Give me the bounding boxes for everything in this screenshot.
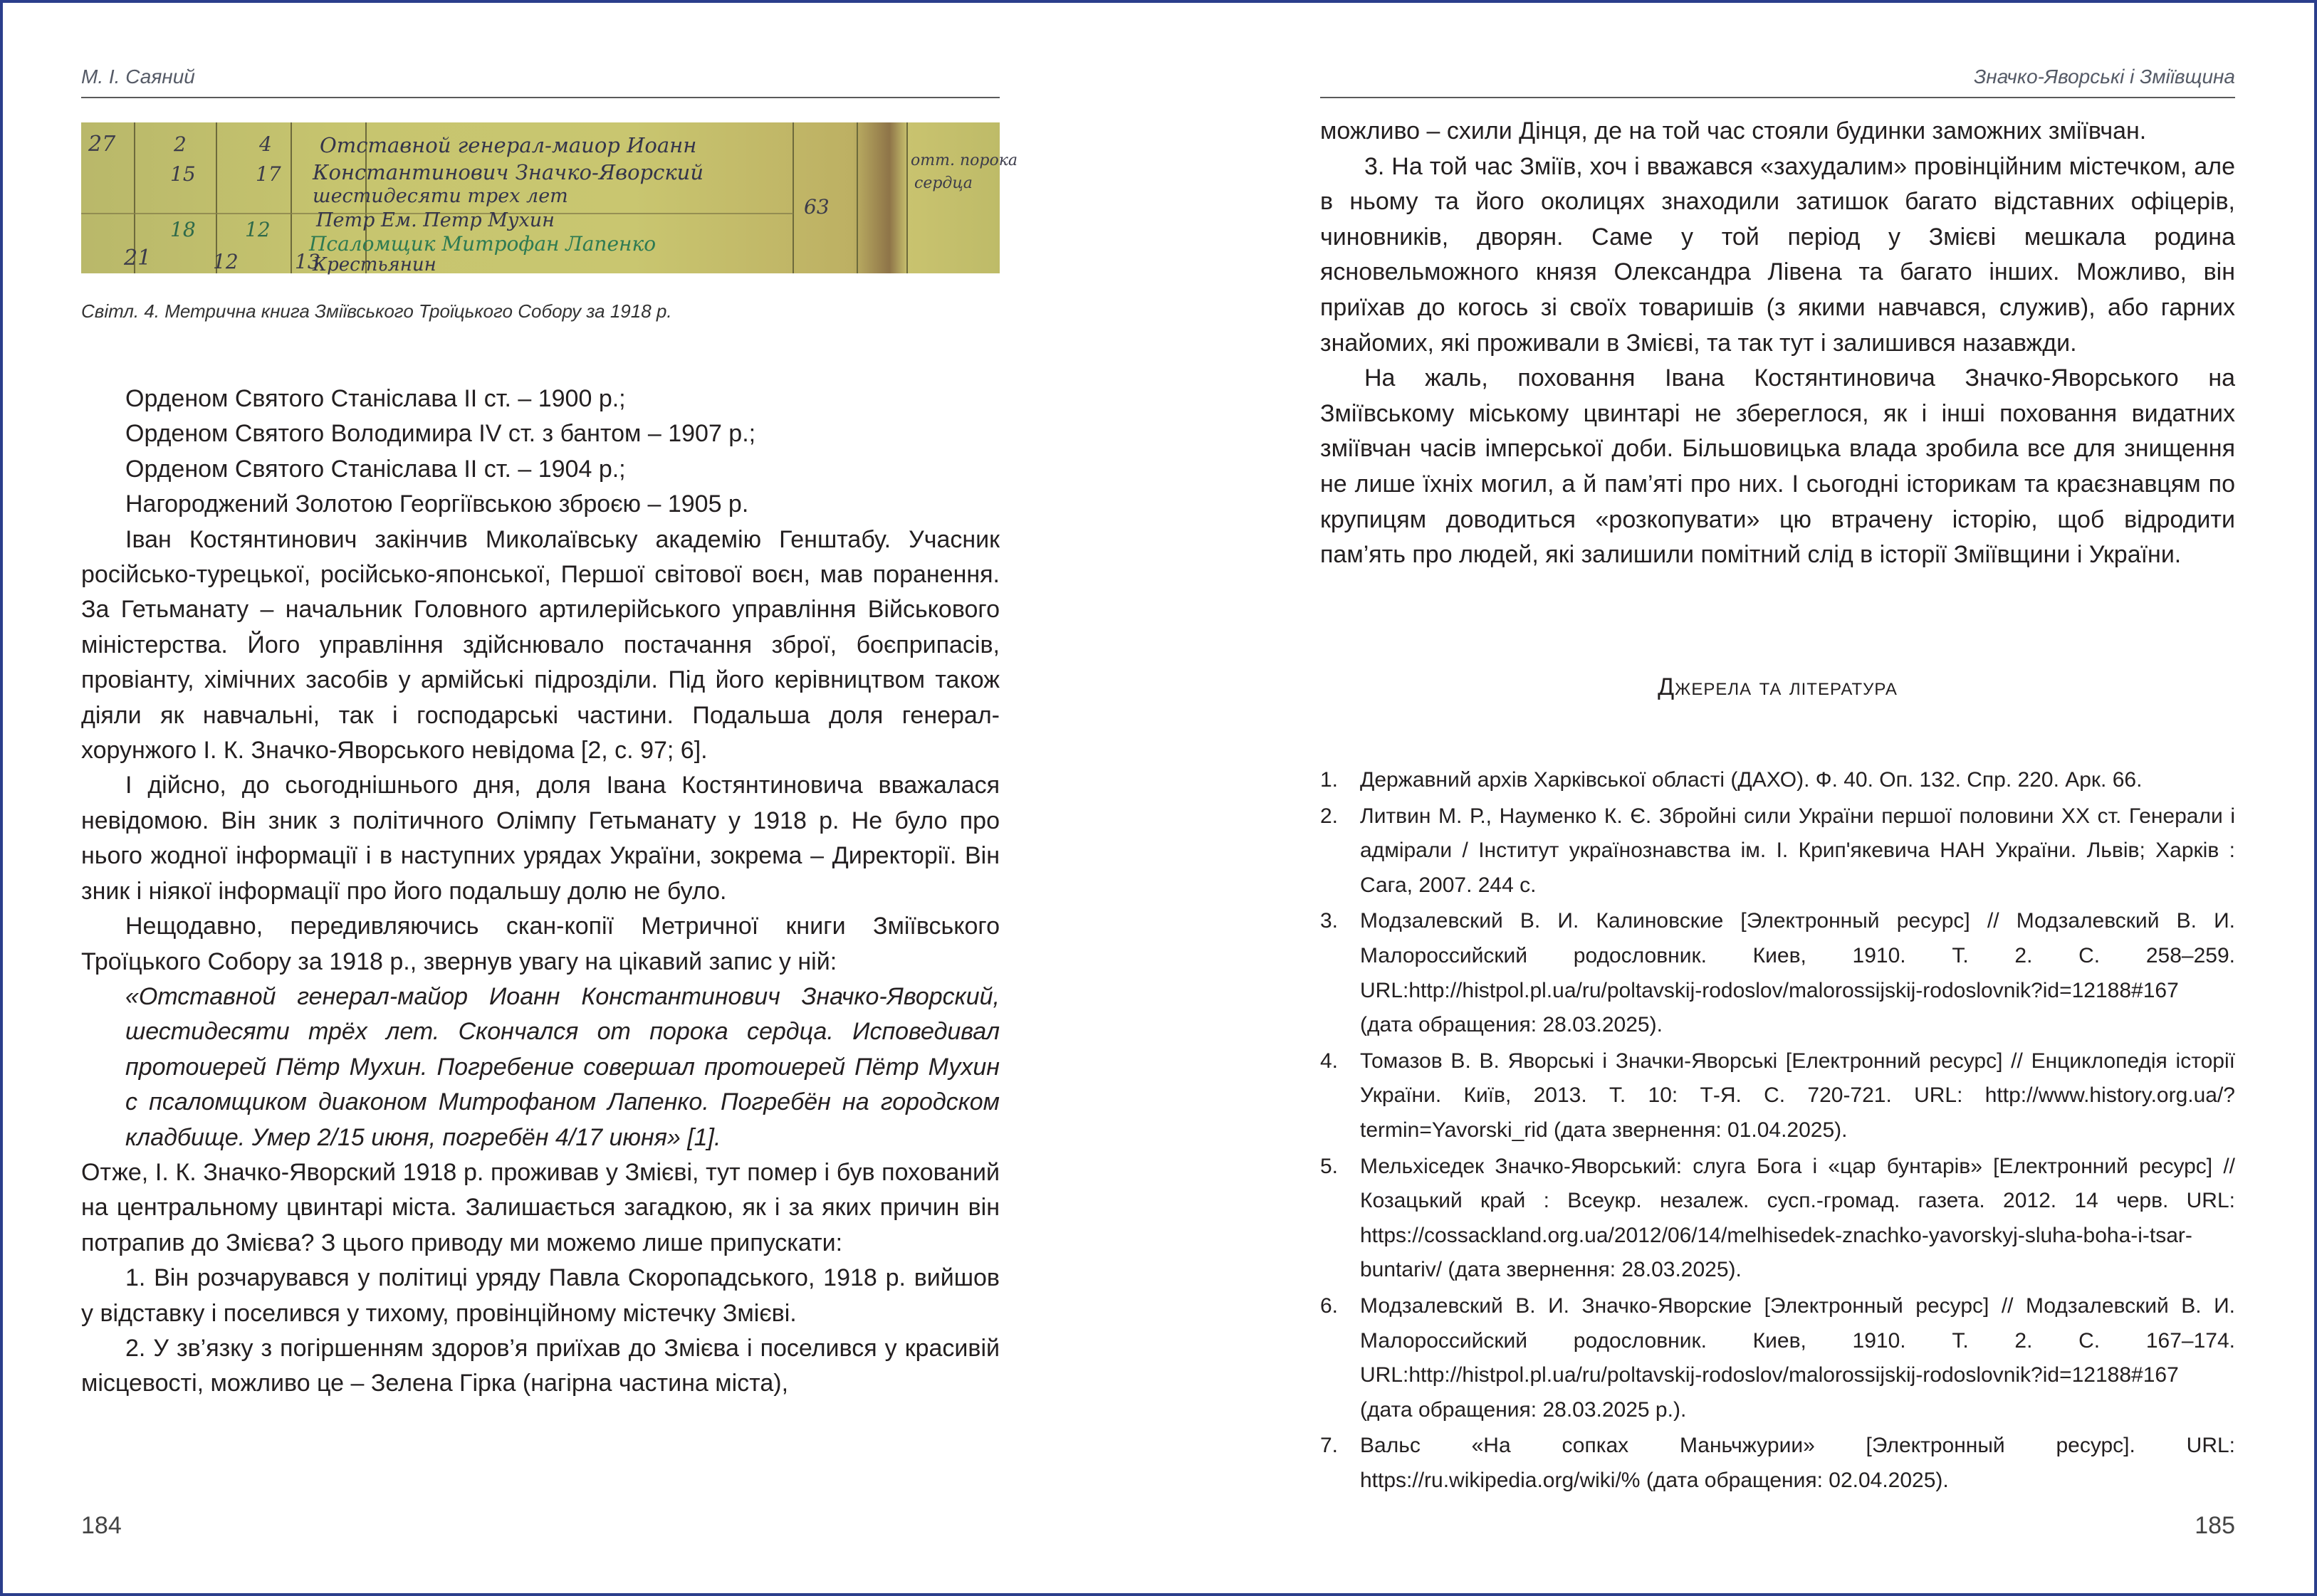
reference-number: 6. (1320, 1293, 1339, 1318)
right-body-text (1320, 114, 2235, 573)
reference-item (1320, 799, 2235, 903)
reference-number: 5. (1320, 1154, 1339, 1178)
author-header: М. І. Саяний (81, 65, 195, 88)
award-line: Орденом Святого Станіслава ІІ ст. – 1904 р.; (125, 455, 626, 483)
page-number-left: 184 (81, 1512, 122, 1539)
paragraph: На жаль, поховання Івана Костянтиновича Значко-Яворського на Зміївському міському цвинтарі не збереглося, як і інші поховання видатних зміївчан часів імперської доби. Більшовицька влада зробила все для знищення не лише їхніх могил, а й пам’яті про них. І сьогодні історикам та краєзнавцям по крупицям доводиться «розкопувати» цю втрачену історію, щоб відродити пам’ять про людей, які залишили помітний слід в історії Зміївщини і України. (1320, 364, 2235, 569)
paragraph: 2. У зв’язку з погіршенням здоров’я приїхав до Змієва і поселився у красивій місцевості, можливо це – Зелена Гірка (нагірна частина міста), (81, 1334, 1000, 1397)
reference-text: Модзалевский В. И. Калиновские [Электронный ресурс] // Модзалевский В. И. Малороссийский родословник. Киев, 1910. Т. 2. С. 258–259. URL:http://histpol.pl.ua/ru/poltavskij-rodoslov/malorossijskij-rodoslovnik?id=12188#167 (дата обращения: 28.03.2025). (1360, 909, 2235, 1037)
reference-number: 3. (1320, 909, 1339, 933)
left-running-head (81, 61, 1000, 98)
references-heading: Джерела та література (1658, 673, 1898, 700)
chapter-header: Значко-Яворські і Зміївщина (1974, 65, 2235, 88)
register-date: 12 (213, 250, 239, 273)
award-line: Нагороджений Золотою Георгіївською зброєю – 1905 р. (125, 490, 749, 518)
register-date: 17 (256, 162, 281, 186)
register-date: 12 (245, 218, 271, 241)
register-date: 15 (170, 162, 196, 186)
reference-text: Модзалевский В. И. Значко-Яворские [Электронный ресурс] // Модзалевский В. И. Малороссийский родословник. Киев, 1910. Т. 2. С. 167–174. URL:http://histpol.pl.ua/ru/poltavskij-rodoslov/malorossijskij-rodoslovnik?id=12188#167 (дата обращения: 28.03.2025 р.). (1360, 1293, 2235, 1422)
reference-text: Литвин М. Р., Науменко К. Є. Збройні сили України першої половини ХХ ст. Генерали і адмірали / Інститут українознавства ім. І. Крип'якевича НАН України. Львів; Харків : Сага, 2007. 244 с. (1360, 804, 2235, 897)
reference-item (1320, 1429, 2235, 1498)
paragraph: 1. Він розчарувався у політиці уряду Павла Скоропадського, 1918 р. вийшов у відставку і поселився у тихому, провінційному містечку Змієві. (81, 1264, 1000, 1327)
reference-text: Державний архів Харківської області (ДАХО). Ф. 40. Оп. 132. Спр. 220. Арк. 66. (1360, 768, 2143, 792)
reference-text: Вальс «На сопках Маньчжурии» [Электронный ресурс]. URL: https://ru.wikipedia.org/wiki/% (дата обращения: 02.04.2025). (1360, 1434, 2235, 1492)
register-entry-line: Отставной генерал-маиор Иоанн (320, 133, 697, 157)
reference-text: Томазов В. В. Яворські і Значки-Яворські [Електронний ресурс] // Енциклопедія історії України. Київ, 2013. Т. 10: Т-Я. С. 720-721. URL: http://www.history.org.ua/?termin=Yavorski_rid (дата звернення: 01.04.2025). (1360, 1049, 2235, 1142)
left-body-text (81, 382, 1000, 1402)
reference-item (1320, 904, 2235, 1042)
register-photo (81, 122, 1018, 275)
paragraph: І дійсно, до сьогоднішнього дня, доля Івана Костянтиновича вважалася невідомою. Він зник з політичного Олімпу Гетьманату у 1918 р. Не було про нього жодної інформації і в наступних урядах України, зокрема – Директорії. Він зник і ніякої інформації про його подальшу долю не було. (81, 772, 1000, 905)
register-row-number: 21 (124, 246, 152, 271)
register-margin-note: сердца (914, 174, 973, 192)
register-entry-line: Константинович Значко-Яворский (313, 160, 704, 184)
register-quote: «Отставной генерал-майор Иоанн Константинович Значко-Яворский, шестидесяти трёх лет. Скончался от порока сердца. Исповедивал протоиерей Пётр Мухин. Погребение совершал протоиерей Пётр Мухин с псаломщиком диаконом Митрофаном Лапенко. Погребён на городском кладбище. Умер 2/15 июня, погребён 4/17 июня» [1]. (125, 982, 1000, 1151)
right-page (1320, 3, 2235, 1593)
reference-text: Мельхіседек Значко-Яворський: слуга Бога і «цар бунтарів» [Електронний ресурс] // Козацький край : Всеукр. незалеж. сусп.-громад. газета. 2012. 14 черв. URL: https://cossackland.org.ua/2012/06/14/melhisedek-znachko-yavorskyj-sluha-boha-i-tsar-buntariv/ (дата звернення: 28.03.2025). (1360, 1154, 2235, 1282)
register-photo-drawing (81, 122, 1018, 275)
register-row-number: 27 (88, 132, 116, 157)
reference-number: 7. (1320, 1434, 1339, 1458)
register-entry-line: Петр Ем. Петр Мухин (316, 209, 555, 231)
reference-number: 2. (1320, 804, 1339, 828)
award-line: Орденом Святого Володимира IV ст. з бантом – 1907 р.; (125, 420, 756, 448)
reference-item (1320, 1289, 2235, 1427)
reference-number: 1. (1320, 768, 1339, 792)
register-date: 13 (295, 250, 320, 273)
paragraph: 3. На той час Зміїв, хоч і вважався «захудалим» провінційним містечком, але в ньому та його околицях знаходили затишок багато відставних офіцерів, чиновників, дворян. Саме у той період у Змієві мешкала родина ясновельможного князя Олександра Лівена та багато інших. Можливо, він приїхав до когось зі своїх товаришів (з якими навчався, служив), або гарних знайомих, які проживали в Змієві, та так тут і залишився назавжди. (1320, 152, 2235, 357)
register-entry-line: шестидесяти трех лет (313, 185, 568, 207)
reference-number: 4. (1320, 1049, 1339, 1073)
references-list (1320, 763, 2235, 1499)
right-running-head (1320, 61, 2235, 98)
page-number-right: 185 (2195, 1512, 2235, 1539)
award-line: Орденом Святого Станіслава ІІ ст. – 1900 р.; (125, 385, 626, 412)
register-margin-note: отт. порока (911, 152, 1018, 169)
register-date: 18 (170, 218, 196, 241)
paragraph: Іван Костянтинович закінчив Миколаївську академію Генштабу. Учасник російсько-турецької, російсько-японської, Першої світової воєн, мав поранення. За Гетьманату – начальник Головного артилерійського управління Військового міністерства. Його управління здійснювало постачання зброї, боєприпасів, провіанту, хімічних засобів у армійські підрозділи. Під його керівництвом також діяли як навчальні, так і господарські частини. Подальша доля генерал-хорунжого І. К. Значко-Яворського невідома [2, с. 97; 6]. (81, 525, 1000, 765)
paragraph: Нещодавно, передивляючись скан-копії Метричної книги Зміївського Троїцького Собору за 1918 р., звернув увагу на цікавий запис у ній: (81, 913, 1000, 975)
left-page (81, 3, 1018, 1593)
register-entry-line: Крестьянин (313, 254, 436, 275)
register-age: 63 (804, 195, 830, 219)
register-entry-line: Псаломщик Митрофан Лапенко (309, 232, 657, 256)
register-date: 4 (259, 132, 272, 156)
paragraph: можливо – схили Дінця, де на той час стояли будинки заможних зміївчан. (1320, 117, 2147, 145)
reference-item (1320, 1044, 2235, 1148)
photo-caption: Світл. 4. Метрична книга Зміївського Троїцького Собору за 1918 р. (81, 300, 672, 322)
reference-item (1320, 1150, 2235, 1288)
paragraph: Отже, І. К. Значко-Яворский 1918 р. проживав у Змієві, тут помер і був похований на центральному цвинтарі міста. Залишається загадкою, як і за яких причин він потрапив до Змієва? З цього приводу ми можемо лише припускати: (81, 1158, 1000, 1256)
reference-item (1320, 763, 2235, 798)
register-date: 2 (174, 132, 187, 156)
